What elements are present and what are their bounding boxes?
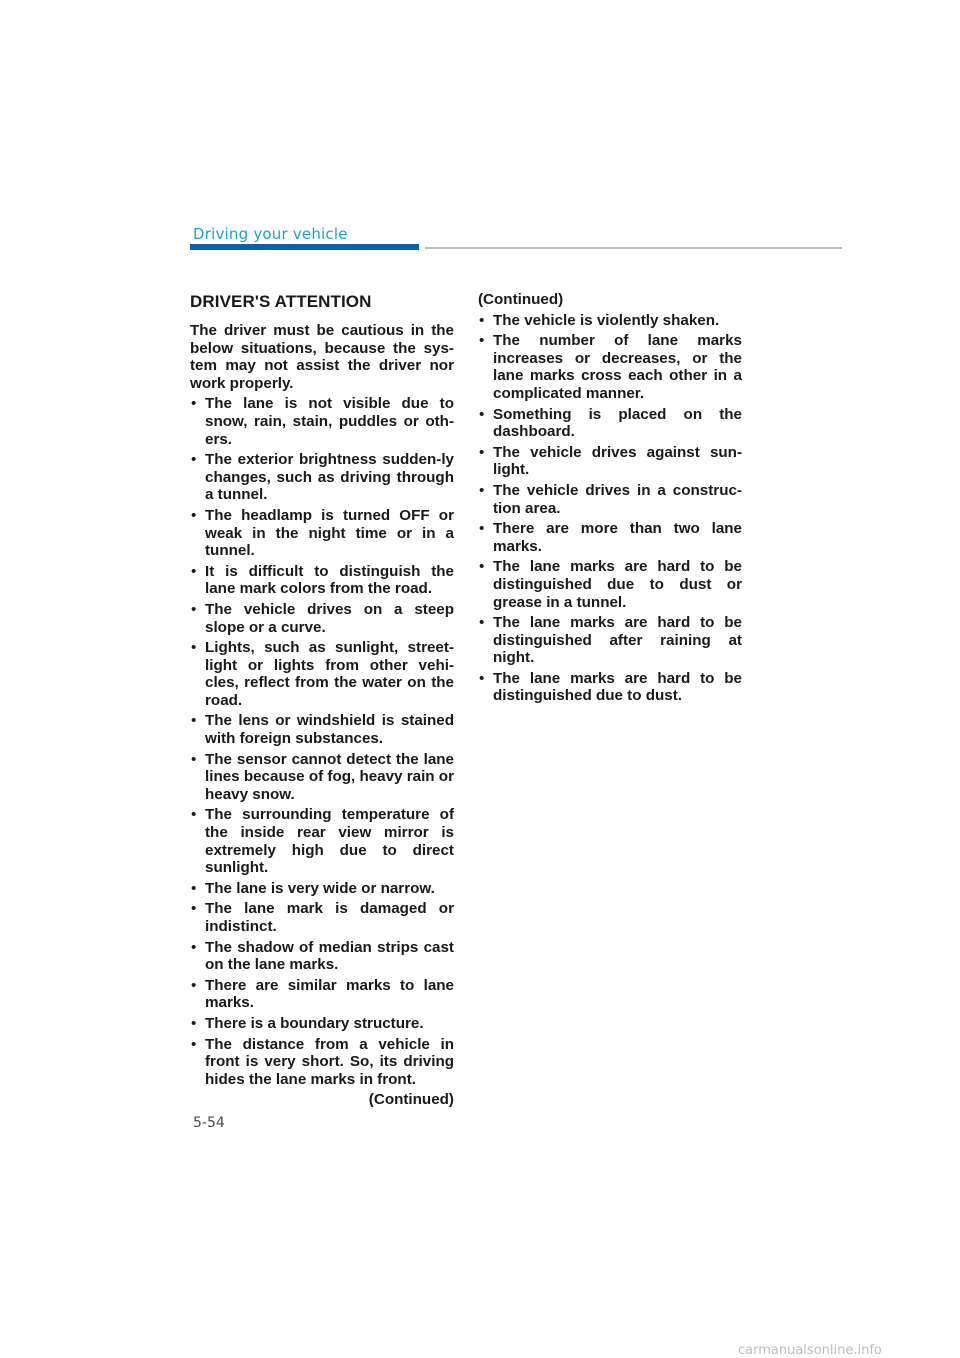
continued-label: (Continued) — [368, 1091, 454, 1109]
list-item-text: The lane marks are hard to be distinguished due to dust. — [493, 669, 742, 705]
bullet-icon: • — [479, 481, 485, 499]
list-item-text: The distance from a vehicle in front is very short. So, its driving hides the lane marks in front. — [205, 1035, 454, 1088]
bullet-icon: • — [191, 451, 197, 469]
list-item — [190, 900, 454, 935]
list-item-text: The vehicle drives in a construc-tion area. — [493, 481, 742, 517]
list-item-text: There is a boundary structure. — [205, 1014, 424, 1032]
list-item-text: The lane marks are hard to be distinguished due to dust or grease in a tunnel. — [493, 558, 742, 611]
list-item — [190, 712, 454, 747]
list-item-text: Something is placed on the dashboard. — [493, 405, 742, 441]
bullet-icon: • — [191, 879, 197, 897]
watermark: carmanualsonline.info — [738, 1343, 882, 1358]
bullet-icon: • — [191, 600, 197, 618]
list-item — [478, 520, 742, 555]
list-item-text: The exterior brightness sudden-ly changes, such as driving through a tunnel. — [205, 451, 454, 504]
bullet-icon: • — [191, 1035, 197, 1053]
list-item — [190, 395, 454, 448]
list-item — [190, 601, 454, 636]
bullet-icon: • — [191, 395, 197, 413]
list-item — [190, 507, 454, 560]
bullet-icon: • — [479, 558, 485, 576]
bullet-icon: • — [479, 332, 485, 350]
list-item — [478, 444, 742, 479]
bullet-icon: • — [479, 405, 485, 423]
list-item-text: There are similar marks to lane marks. — [205, 976, 454, 1012]
right-column — [478, 291, 742, 705]
list-item — [478, 670, 742, 705]
bullet-icon: • — [191, 938, 197, 956]
list-item — [478, 332, 742, 402]
list-item — [190, 751, 454, 804]
bullet-icon: • — [191, 712, 197, 730]
list-item — [478, 406, 742, 441]
list-item — [478, 312, 742, 330]
list-item-text: It is difficult to distinguish the lane mark colors from the road. — [205, 562, 454, 598]
bullet-icon: • — [479, 311, 485, 329]
list-item — [478, 482, 742, 517]
list-item-text: The vehicle is violently shaken. — [493, 311, 720, 329]
bullet-icon: • — [191, 900, 197, 918]
header-rule-accent — [190, 244, 419, 250]
list-item — [190, 880, 454, 898]
list-item — [190, 806, 454, 876]
bullet-icon: • — [191, 976, 197, 994]
list-item-text: The lane is very wide or narrow. — [205, 879, 435, 897]
section-title: Driving your vehicle — [193, 225, 348, 243]
bullet-icon: • — [191, 506, 197, 524]
list-item-text: The shadow of median strips cast on the lane marks. — [205, 938, 454, 974]
list-item-text: The number of lane marks increases or decreases, or the lane marks cross each other in a complicated manner. — [493, 332, 742, 402]
bullet-icon: • — [479, 443, 485, 461]
list-item-text: Lights, such as sunlight, street-light or lights from other vehi-cles, reflect from the water on the road. — [205, 639, 454, 709]
list-item-text: The vehicle drives on a steep slope or a curve. — [205, 600, 454, 636]
right-bullet-list — [478, 312, 742, 705]
left-bullet-list — [190, 395, 454, 1088]
bullet-icon: • — [479, 520, 485, 538]
list-item — [190, 1015, 454, 1033]
list-item-text: The sensor cannot detect the lane lines because of fog, heavy rain or heavy snow. — [205, 750, 454, 803]
page-number: 5-54 — [193, 1115, 225, 1131]
bullet-icon: • — [191, 639, 197, 657]
bullet-icon: • — [191, 806, 197, 824]
list-item — [190, 563, 454, 598]
list-item-text: The lane mark is damaged or indistinct. — [205, 900, 454, 935]
bullet-icon: • — [191, 562, 197, 580]
list-item — [190, 939, 454, 974]
list-item-text: The headlamp is turned OFF or weak in the night time or in a tunnel. — [205, 506, 454, 560]
left-column — [190, 291, 454, 1109]
header-rule — [425, 247, 842, 249]
bullet-icon: • — [479, 669, 485, 687]
list-item — [478, 558, 742, 611]
drivers-attention-heading: DRIVER'S ATTENTION — [190, 292, 372, 311]
list-item-text: The lens or windshield is stained with foreign substances. — [205, 712, 454, 748]
continued-heading: (Continued) — [478, 291, 564, 308]
list-item — [190, 639, 454, 709]
list-item-text: The lane is not visible due to snow, rain, stain, puddles or oth-ers. — [205, 395, 454, 448]
list-item — [190, 977, 454, 1012]
bullet-icon: • — [191, 1014, 197, 1032]
bullet-icon: • — [479, 614, 485, 632]
intro-paragraph: The driver must be cautious in the below situations, because the sys-tem may not assist the driver nor work properly. — [190, 322, 454, 392]
list-item — [190, 1036, 454, 1089]
list-item-text: The vehicle drives against sun-light. — [493, 443, 742, 479]
list-item-text: The surrounding temperature of the inside rear view mirror is extremely high due to direct sunlight. — [205, 806, 454, 877]
bullet-icon: • — [191, 750, 197, 768]
list-item — [478, 614, 742, 667]
list-item — [190, 451, 454, 504]
list-item-text: The lane marks are hard to be distinguished after raining at night. — [493, 614, 742, 667]
list-item-text: There are more than two lane marks. — [493, 520, 742, 555]
